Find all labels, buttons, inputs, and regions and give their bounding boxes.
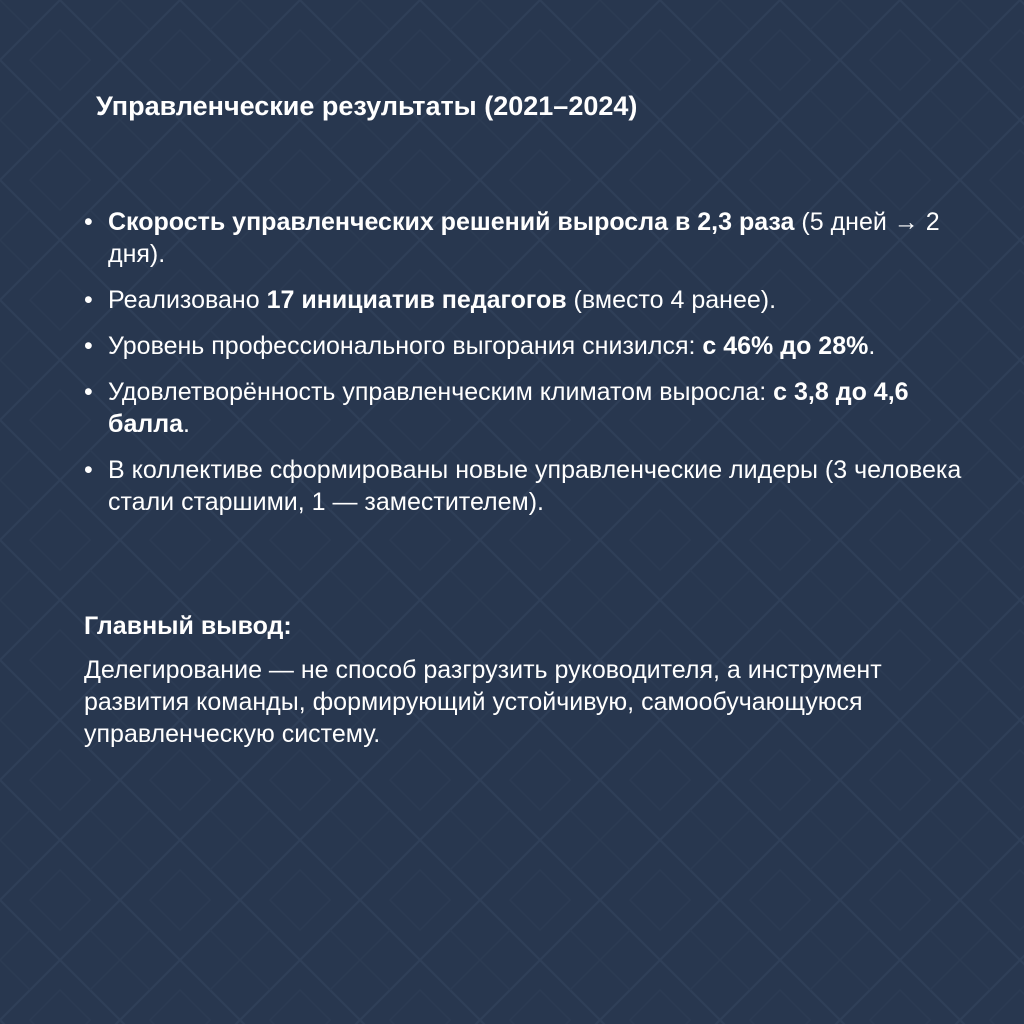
- bullet-icon: •: [84, 332, 93, 360]
- list-item: [84, 206, 964, 270]
- list-item: [84, 376, 964, 440]
- bullet-text: (вместо 4 ранее).: [566, 286, 777, 314]
- bullet-icon: •: [84, 378, 93, 406]
- list-item: [84, 330, 964, 362]
- bullet-icon: •: [84, 208, 93, 236]
- list-item: [84, 284, 964, 316]
- bullet-text: .: [868, 332, 876, 360]
- list-item: [84, 454, 964, 518]
- slide-title: Управленческие результаты (2021–2024): [96, 91, 638, 121]
- bullet-text: (5 дней → 2 дня).: [108, 208, 940, 268]
- results-list: [84, 206, 964, 532]
- bullet-icon: •: [84, 456, 93, 484]
- conclusion-heading: Главный вывод:: [84, 612, 292, 640]
- bullet-text: В коллективе сформированы новые управленческие лидеры (3 человека стали старшими, 1 — заместителем).: [108, 456, 962, 516]
- bullet-bold-text: с 46% до 28%: [702, 332, 869, 360]
- bullet-bold-text: с 3,8 до 4,6 балла: [108, 378, 909, 438]
- bullet-text: Уровень профессионального выгорания снизился:: [108, 332, 703, 360]
- conclusion-text: Делегирование — не способ разгрузить руководителя, а инструмент развития команды, формирующий устойчивую, самообучающуюся управленческую систему.: [84, 656, 882, 748]
- bullet-text: Реализовано: [108, 286, 267, 314]
- bullet-bold-text: Скорость управленческих решений выросла в 2,3 раза: [108, 208, 795, 236]
- bullet-icon: •: [84, 286, 93, 314]
- bullet-text: Удовлетворённость управленческим климатом выросла:: [108, 378, 774, 406]
- bullet-text: .: [183, 410, 190, 438]
- bullet-bold-text: 17 инициатив педагогов: [266, 286, 567, 314]
